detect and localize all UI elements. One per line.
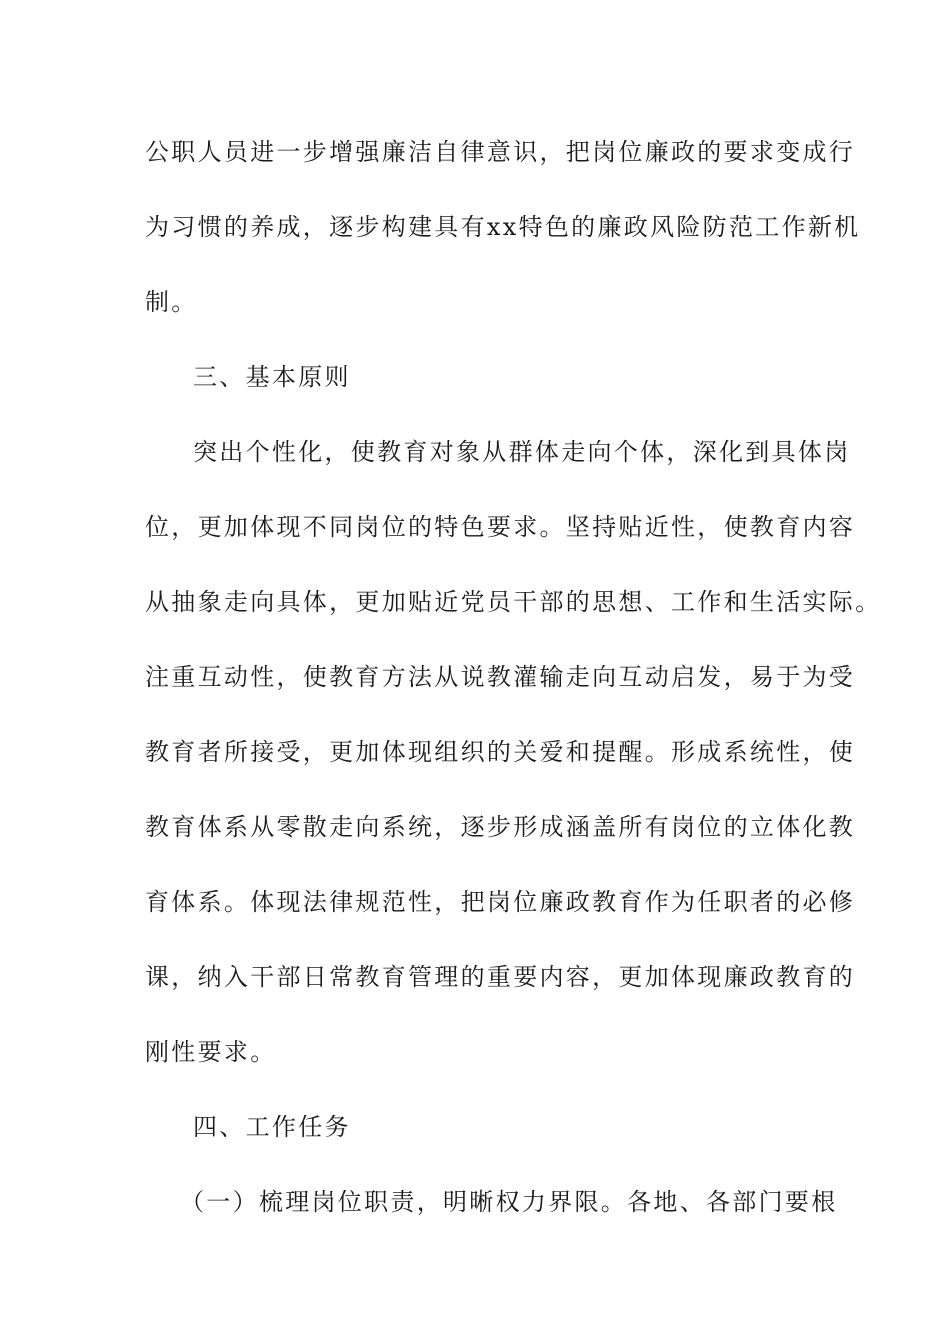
paragraph-line: 注重互动性，使教育方法从说教灌输走向互动启发，易于为受 (145, 663, 856, 691)
paragraph-line: 刚性要求。 (145, 1038, 277, 1066)
paragraph-line: 突出个性化，使教育对象从群体走向个体，深化到具体岗 (193, 438, 851, 466)
paragraph-line: 位，更加体现不同岗位的特色要求。坚持贴近性，使教育内容 (145, 513, 856, 541)
section-heading: 四、工作任务 (193, 1113, 351, 1141)
paragraph-line: 为习惯的养成，逐步构建具有xx特色的廉政风险防范工作新机 (145, 213, 861, 241)
paragraph-line: 教育体系从零散走向系统，逐步形成涵盖所有岗位的立体化教 (145, 813, 856, 841)
paragraph-line: 公职人员进一步增强廉洁自律意识，把岗位廉政的要求变成行 (145, 138, 856, 166)
paragraph-line: 教育者所接受，更加体现组织的关爱和提醒。形成系统性，使 (145, 738, 856, 766)
paragraph-line: 从抽象走向具体，更加贴近党员干部的思想、工作和生活实际。 (145, 588, 882, 616)
paragraph-line: 课，纳入干部日常教育管理的重要内容，更加体现廉政教育的 (145, 963, 856, 991)
section-heading: 三、基本原则 (193, 363, 351, 391)
paragraph-line: 制。 (145, 288, 198, 316)
paragraph-line: （一）梳理岗位职责，明晰权力界限。各地、各部门要根 (180, 1188, 838, 1216)
paragraph-line: 育体系。体现法律规范性，把岗位廉政教育作为任职者的必修 (145, 888, 856, 916)
